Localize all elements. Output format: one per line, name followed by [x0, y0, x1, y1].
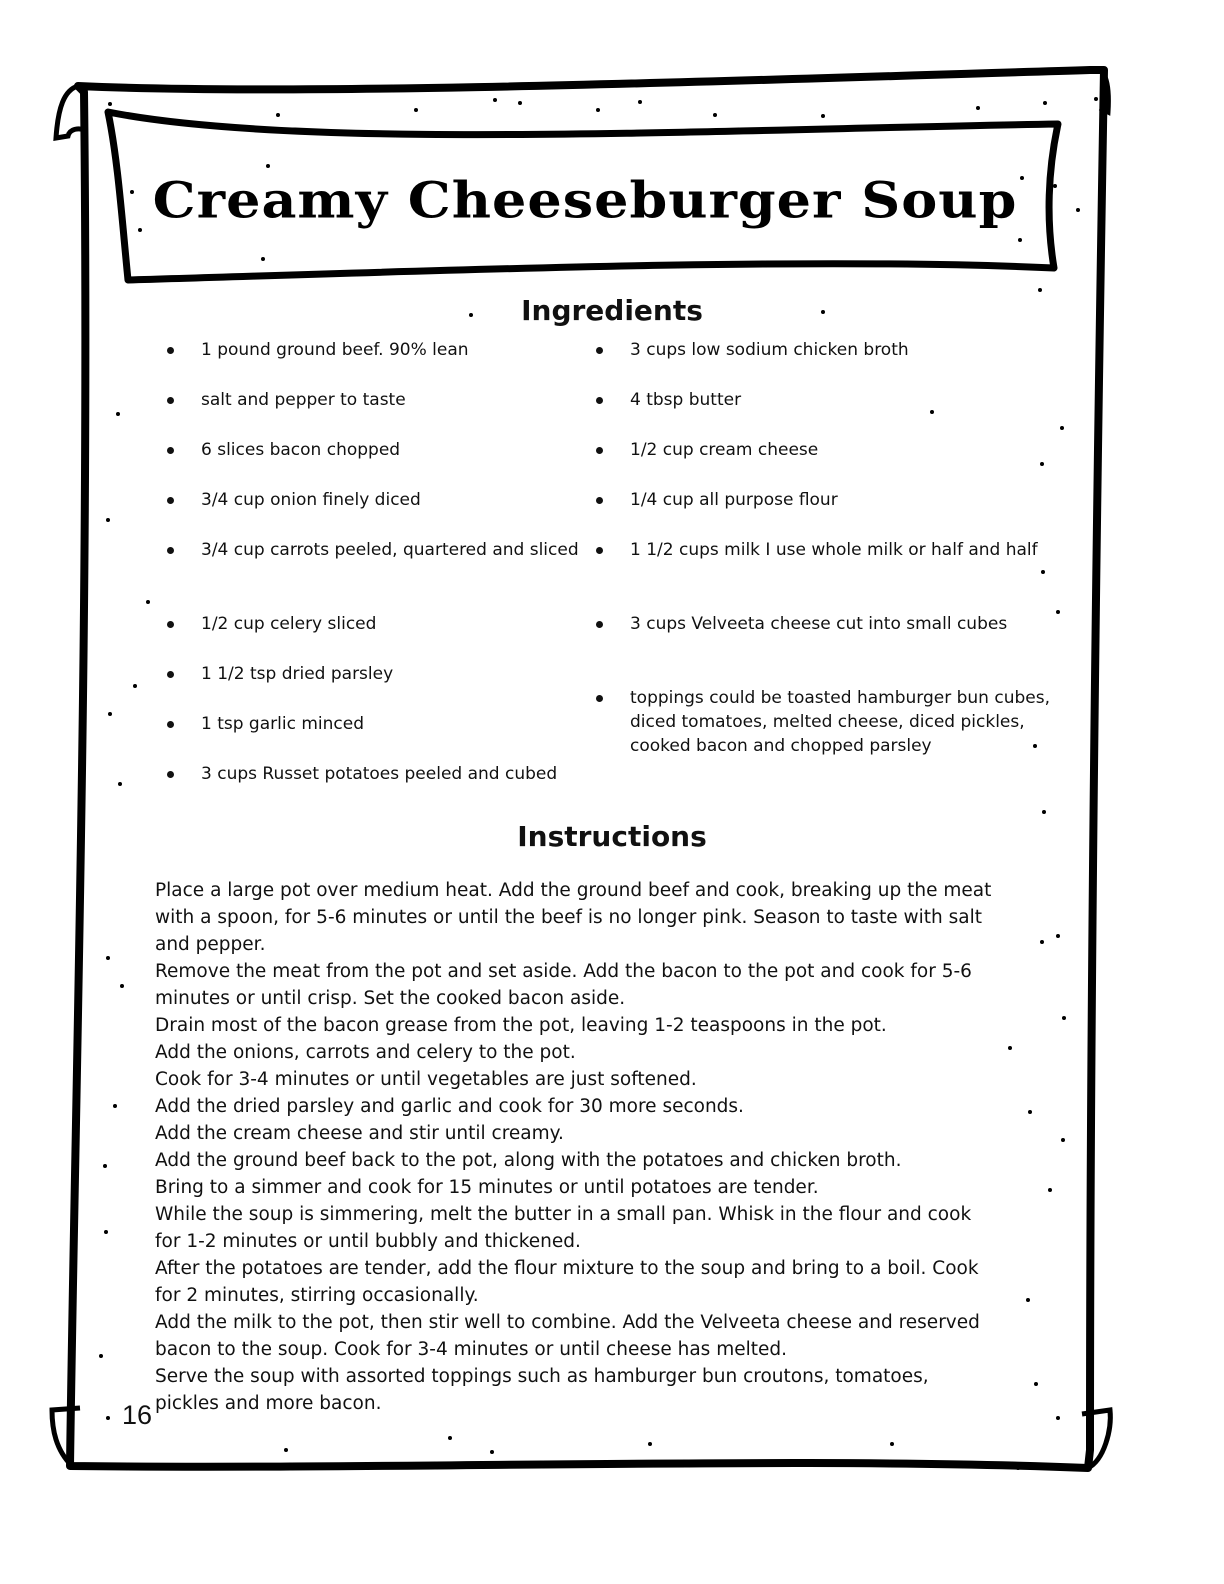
bullet-icon	[167, 447, 174, 454]
ingredient-text: 4 tbsp butter	[630, 390, 742, 410]
bullet-icon	[167, 497, 174, 504]
instruction-step: Add the milk to the pot, then stir well to combine. Add the Velveeta cheese and reserved bacon to the soup. Cook for 3-4 minutes or until cheese has melted.	[155, 1312, 980, 1360]
ingredient-item	[592, 388, 1050, 412]
ingredient-text: 3 cups Russet potatoes peeled and cubed	[201, 764, 558, 784]
ingredient-item	[592, 338, 1050, 362]
bullet-icon	[596, 397, 603, 404]
ingredient-item	[592, 686, 1050, 758]
bullet-icon	[596, 497, 603, 504]
bullet-icon	[596, 347, 603, 354]
instruction-step: Bring to a simmer and cook for 15 minutes or until potatoes are tender.	[155, 1177, 819, 1198]
ingredient-text: 3/4 cup carrots peeled, quartered and sliced	[201, 540, 579, 560]
bullet-icon	[167, 621, 174, 628]
ingredient-text: 1/4 cup all purpose flour	[630, 490, 838, 510]
instruction-step: Add the onions, carrots and celery to the pot.	[155, 1042, 576, 1063]
ingredient-item	[163, 488, 601, 512]
bullet-icon	[596, 621, 603, 628]
instructions-heading: Instructions	[517, 820, 707, 853]
bullet-icon	[167, 671, 174, 678]
ingredient-item	[163, 338, 601, 362]
ingredient-item	[163, 712, 601, 736]
ingredient-item	[163, 662, 601, 686]
instruction-step: Remove the meat from the pot and set aside. Add the bacon to the pot and cook for 5-6 minutes or until crisp. Set the cooked bacon aside.	[155, 961, 972, 1009]
instruction-step: After the potatoes are tender, add the flour mixture to the soup and bring to a boil. Cook for 2 minutes, stirring occasionally.	[155, 1258, 979, 1306]
instruction-step: Add the dried parsley and garlic and cook for 30 more seconds.	[155, 1096, 744, 1117]
ingredient-text: toppings could be toasted hamburger bun cubes, diced tomatoes, melted cheese, diced pickles, cooked bacon and chopped parsley	[630, 688, 1050, 756]
ingredient-item	[592, 438, 1050, 462]
recipe-title: Creamy Cheeseburger Soup	[152, 170, 1018, 230]
ingredient-item	[592, 538, 1050, 562]
ingredient-item	[163, 612, 601, 636]
ingredient-item	[592, 612, 1010, 636]
bullet-icon	[167, 547, 174, 554]
bullet-icon	[167, 397, 174, 404]
ingredient-text: 6 slices bacon chopped	[201, 440, 401, 460]
ingredient-text: 3 cups low sodium chicken broth	[630, 340, 909, 360]
instruction-step: Drain most of the bacon grease from the pot, leaving 1-2 teaspoons in the pot.	[155, 1015, 887, 1036]
ingredient-item	[163, 762, 611, 786]
bullet-icon	[167, 771, 174, 778]
ingredient-text: salt and pepper to taste	[201, 390, 406, 410]
page-number: 16	[122, 1400, 153, 1430]
ingredients-heading: Ingredients	[521, 294, 703, 327]
ingredient-text: 1/2 cup cream cheese	[630, 440, 819, 460]
ingredient-item	[163, 538, 601, 562]
ingredient-text: 1 1/2 cups milk I use whole milk or half and half	[630, 540, 1038, 560]
instruction-step: Cook for 3-4 minutes or until vegetables are just softened.	[155, 1069, 697, 1090]
instruction-step: Place a large pot over medium heat. Add the ground beef and cook, breaking up the meat with a spoon, for 5-6 minutes or until the beef is no longer pink. Season to taste with salt and pepper.	[155, 880, 992, 955]
ingredient-item	[592, 488, 1050, 512]
bullet-icon	[596, 695, 603, 702]
ingredient-text: 1 pound ground beef. 90% lean	[201, 340, 469, 360]
ingredient-text: 3/4 cup onion finely diced	[201, 490, 421, 510]
instruction-step: Serve the soup with assorted toppings such as hamburger bun croutons, tomatoes, pickles and more bacon.	[155, 1366, 929, 1414]
ingredient-item	[163, 438, 601, 462]
instruction-step: Add the cream cheese and stir until creamy.	[155, 1123, 564, 1144]
ingredient-text: 3 cups Velveeta cheese cut into small cubes	[630, 614, 1008, 634]
ingredient-text: 1 1/2 tsp dried parsley	[201, 664, 394, 684]
instruction-step: While the soup is simmering, melt the butter in a small pan. Whisk in the flour and cook for 1-2 minutes or until bubbly and thickened.	[155, 1204, 972, 1252]
bullet-icon	[167, 347, 174, 354]
ingredient-item	[163, 388, 601, 412]
bullet-icon	[596, 547, 603, 554]
bullet-icon	[167, 721, 174, 728]
ingredient-text: 1/2 cup celery sliced	[201, 614, 377, 634]
instructions-body	[155, 877, 995, 1417]
instruction-step: Add the ground beef back to the pot, along with the potatoes and chicken broth.	[155, 1150, 902, 1171]
bullet-icon	[596, 447, 603, 454]
ingredient-text: 1 tsp garlic minced	[201, 714, 364, 734]
